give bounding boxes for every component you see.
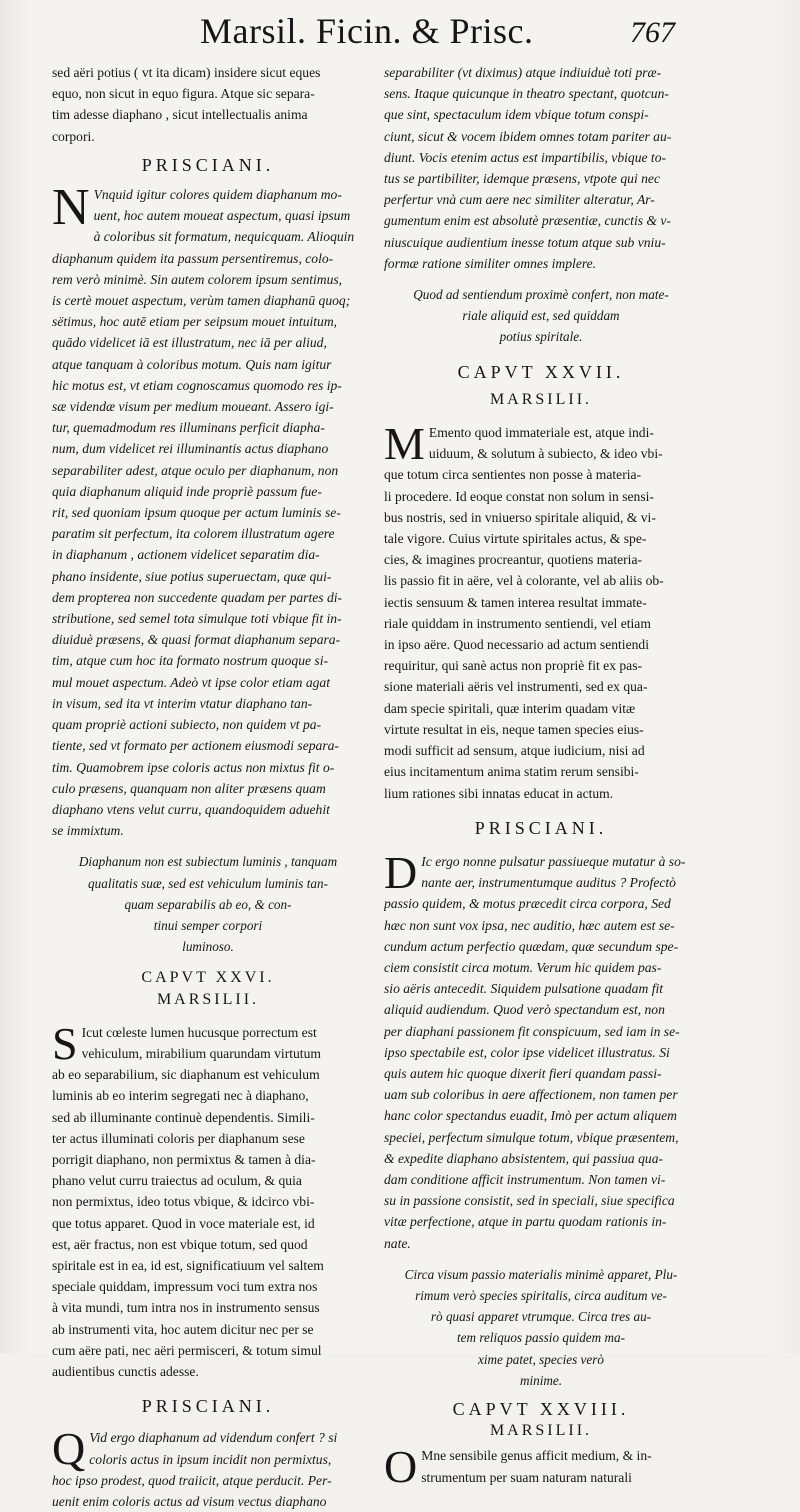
text-line: lis passio fit in aëre, vel à colorante, vel ab aliis ob- — [384, 573, 664, 589]
section-heading-prisciani: PRISCIANI. — [474, 817, 608, 838]
text-line: tur, quemadmodum res illuminans perficit diapha- — [52, 420, 325, 436]
drop-capital: S — [52, 1017, 78, 1069]
prisciani-continuation — [384, 62, 698, 274]
text-line: rit, sed quoniam ipsum quoque per actum luminis se- — [52, 505, 341, 521]
text-line: separabiliter (vt diximus) atque indiuiduè toti præ- — [384, 65, 662, 80]
text-line: quādo videlicet iā est illustratum, nec iā per aliud, — [52, 335, 327, 351]
text-line: stributione, sed semel tota simulque toti vbique fit in- — [52, 611, 342, 627]
text-line: Diaphanum non est subiectum luminis , tanquam — [78, 854, 338, 870]
text-line: iectis sensuum & tamen interea resultat immate- — [384, 594, 647, 610]
text-line: eius incitamentum anima statim rerum sensibi- — [384, 764, 639, 780]
text-line: tim, atque cum hoc ita formato nostrum quoque si- — [52, 653, 329, 669]
marsilii-paragraph-3 — [384, 1441, 698, 1493]
section-heading-prisciani: PRISCIANI. — [141, 1396, 275, 1417]
text-line: tiente, sed vt formato per actionem eiusmodi separa- — [52, 738, 339, 754]
text-line: & expedite diaphano absistentem, qui passiua qua- — [384, 1150, 664, 1166]
text-line: cundum actum perfectio quædam, quæ secundum spe- — [384, 938, 679, 954]
text-line: hoc ipso prodest, quod traiicit, atque perducit. Per- — [52, 1472, 332, 1488]
text-line: cies, & imagines procreantur, quotiens materia- — [384, 552, 643, 568]
text-line: hæc non sunt vox ipsa, nec auditio, hæc autem est se- — [384, 917, 675, 933]
text-line: à vita mundi, tum intra nos in instrumento sensus — [52, 1300, 320, 1316]
text-line: ciem consistit circa motum. Verum hic quidem pas- — [384, 959, 662, 975]
text-line: nante aer, instrumentumque auditus ? Profectò — [421, 875, 676, 891]
left-column — [52, 62, 364, 1512]
text-line: quam propriè actioni subiecto, non quidem vt pa- — [52, 717, 322, 733]
text-line: riale quiddam in instrumento sentiendi, vel etiam — [384, 615, 651, 631]
text-line: tale vigore. Cuius virtute spiritales actus, & spe- — [384, 531, 647, 547]
drop-capital: D — [384, 846, 418, 898]
text-line: passio quidem, & motus præcedit circa corpora, Sed — [384, 896, 671, 912]
author-heading: MARSILII. — [489, 1422, 593, 1440]
text-line: non permixtus, ideo totus vbique, & idcirco vbi- — [52, 1194, 315, 1210]
text-line: Vid ergo diaphanum ad videndum confert ? si — [89, 1430, 338, 1446]
marsilii-paragraph-1 — [52, 1017, 364, 1382]
text-line: li procedere. Id eoque constat non solum in sensi- — [384, 488, 654, 504]
text-line: Icut cœleste lumen hucusque porrectum est — [81, 1024, 317, 1040]
text-line: spiritale est in ea, id est, significatiuum vel saltem — [52, 1257, 324, 1273]
author-heading: MARSILII. — [156, 990, 260, 1008]
text-line: sione materiali aëris vel instrumenti, sed ex qua- — [384, 679, 648, 695]
text-line: atque tanquam à coloribus motum. Quis nam igitur — [52, 356, 332, 372]
text-line: que totus apparet. Quod in voce materiale est, id — [52, 1215, 315, 1231]
intro-paragraph — [52, 62, 364, 147]
text-line: phano velut curru traiectus ad oculum, & quia — [52, 1173, 302, 1189]
text-line: sens. Itaque quicunque in theatro spectant, quotcun- — [384, 86, 669, 102]
page-number: 767 — [630, 16, 675, 49]
chapter-summary — [384, 1264, 698, 1391]
page-header — [0, 6, 800, 56]
text-line: nate. — [384, 1235, 411, 1251]
right-column — [384, 62, 698, 1493]
text-line: perfertur vnà cum aere nec similiter alteratur, Ar- — [384, 192, 655, 208]
chapter-summary — [52, 851, 364, 957]
text-line: aliquid audiendum. Quod verò spectandum est, non — [384, 1002, 665, 1018]
text-line: à coloribus sit formatum, nequicquam. Alioquin — [93, 229, 355, 245]
text-line: uam sub coloribus in aere affectionem, non tamen per — [384, 1087, 678, 1103]
prisciani-paragraph-3 — [384, 846, 698, 1254]
text-line: potius spiritale. — [499, 329, 583, 345]
text-line: ab instrumenti vita, hoc autem dicitur nec per se — [52, 1321, 314, 1337]
text-line: ipso spectabile est, color ipse videlicet illustratus. Si — [384, 1044, 670, 1060]
text-line: ciunt, sicut & vocem ibidem omnes totam pariter au- — [384, 128, 672, 144]
text-line: hanc color spectandus euadit, Imò per actum aliquem — [384, 1108, 677, 1124]
text-line: Quod ad sentiendum proximè confert, non mate- — [413, 287, 669, 303]
text-line: sëtimus, hoc autē etiam per seipsum mouet intuitum, — [52, 314, 338, 330]
text-line: num, dum videlicet rei illuminantis actus diaphano — [52, 441, 329, 457]
text-line: strumentum per suam naturam naturali — [421, 1469, 632, 1485]
text-line: uiduum, & solutum à subiecto, & ideo vbi- — [428, 446, 663, 462]
text-line: coloris actus in ipsum incidit non permixtus, — [89, 1451, 332, 1467]
text-line: requiritur, qui sanè actus non propriè fit ex pas- — [384, 658, 643, 674]
chapter-heading: CAPVT XXVII. — [457, 361, 625, 382]
text-line: riale aliquid est, sed quiddam — [462, 308, 620, 324]
text-line: modi sufficit ad sensum, atque iudicium, nisi ad — [384, 743, 645, 759]
paragraph-lines — [52, 1017, 364, 1382]
text-line: dam specie spiritali, quæ interim quadam vitæ — [384, 700, 636, 716]
text-line: separabiliter adest, atque oculo per diaphanum, non — [52, 462, 339, 478]
chapter-heading: CAPVT XXVI. — [141, 969, 275, 987]
text-line: uenit enim coloris actus ad visum vectus diaphano — [52, 1494, 327, 1509]
text-line: vehiculum, mirabilium quarundam virtutum — [81, 1045, 321, 1061]
text-line: virtute resultat in eis, neque tamen species eius- — [384, 721, 644, 737]
text-line: Circa visum passio materialis minimè apparet, Plu- — [404, 1266, 678, 1282]
paragraph-lines — [384, 846, 698, 1254]
text-line: diunt. Vocis etenim actus est impartibilis, vbique to- — [384, 149, 667, 165]
text-line: bus nostris, sed in vniuerso spiritale aliquid, & vi- — [384, 509, 656, 525]
text-line: rem verò minimè. Sin autem colorem ipsum sentimus, — [52, 271, 343, 287]
text-line: corpori. — [52, 128, 95, 144]
text-line: quia diaphanum aliquid inde propriè passum fue- — [52, 483, 322, 499]
text-line: tim. Quamobrem ipse coloris actus non mixtus fit o- — [52, 759, 335, 775]
text-line: Emento quod immateriale est, atque indi- — [428, 425, 654, 441]
text-line: is certè mouet aspectum, verùm tamen diaphanū quoq; — [52, 293, 351, 309]
text-line: tem reliquos passio quidem ma- — [456, 1330, 625, 1346]
text-line: speciale quiddam, impressum voci tum extra nos — [52, 1279, 318, 1295]
text-line: ter actus illuminati coloris per diaphanum sese — [52, 1130, 305, 1146]
paragraph-lines — [52, 1423, 364, 1512]
text-line: que totum circa sentientes non posse à materia- — [384, 467, 642, 483]
text-line: porrigit diaphano, non permixtus & tamen à dia- — [52, 1151, 316, 1167]
text-line: minime. — [519, 1372, 563, 1388]
text-line: luminis ab eo interim segregati nec à diaphano, — [52, 1088, 309, 1104]
text-line: rò quasi apparet vtrumque. Circa tres au- — [430, 1309, 652, 1325]
text-line: equo, non sicut in equo figura. Atque sic separa- — [52, 86, 315, 102]
text-line: quis autem hic quoque dixerit fieri quandam passi- — [384, 1065, 662, 1081]
text-line: uent, hoc autem moueat aspectum, quasi ipsum — [93, 208, 351, 224]
prisciani-paragraph-1 — [52, 179, 364, 841]
text-line: tus se partibiliter, idemque præsens, vtpote qui nec — [384, 171, 660, 187]
text-line: se immixtum. — [52, 823, 124, 839]
text-line: vitæ perfectione, atque in partu quodam rationis in- — [384, 1214, 667, 1230]
text-line: in visum, sed ita vt interim vtatur diaphano tan- — [52, 695, 313, 711]
text-line: gumentum enim est absolutè præsentiæ, cunctis & v- — [384, 213, 671, 229]
drop-capital: Q — [52, 1423, 86, 1475]
text-line: rimum verò species spiritalis, circa auditum ve- — [415, 1287, 667, 1303]
text-line: formæ ratione similiter omnes implere. — [384, 255, 597, 271]
text-line: luminoso. — [182, 939, 234, 955]
text-line: in diaphanum , actionem videlicet separatim dia- — [52, 547, 320, 563]
running-title: Marsil. Ficin. & Prisc. — [200, 11, 534, 51]
text-line: sio aëris antecedit. Siquidem pulsatione quadam fit — [384, 981, 664, 997]
marsilii-paragraph-2 — [384, 418, 698, 804]
text-line: quam separabilis ab eo, & con- — [124, 896, 292, 912]
drop-capital: N — [52, 179, 90, 237]
text-line: diaphano vtens velut curru, quandoquidem aduehit — [52, 801, 330, 817]
text-line: lium rationes sibi innatas educat in actum. — [384, 785, 614, 801]
text-line: ab eo separabilium, sic diaphanum est vehiculum — [52, 1067, 320, 1083]
text-line: Ic ergo nonne pulsatur passiueque mutatur à so- — [421, 853, 686, 869]
text-line: mul mouet aspectum. Adeò vt ipse color etiam agat — [52, 674, 330, 690]
drop-capital: O — [384, 1441, 418, 1493]
text-line: dem propterea non succedente quadam per partes di- — [52, 589, 343, 605]
section-heading-prisciani: PRISCIANI. — [141, 154, 275, 175]
text-line: audientibus cunctis adesse. — [52, 1363, 199, 1379]
text-line: diuiduè præsens, & quasi format diaphanum separa- — [52, 632, 341, 648]
author-heading: MARSILII. — [489, 390, 593, 408]
text-line: tim adesse diaphano , sicut intellectualis anima — [52, 107, 308, 123]
text-line: xime patet, species verò — [478, 1351, 604, 1367]
text-line: diaphanum quidem ita passum persentiremus, colo- — [52, 250, 334, 266]
text-line: su in passione consistit, sed in speciali, siue specifica — [384, 1193, 675, 1209]
paragraph-lines — [384, 418, 698, 804]
text-line: sed ab illuminante continuè dependentis. Simili- — [52, 1109, 315, 1125]
paragraph-lines — [52, 179, 364, 841]
paragraph-lines — [384, 1441, 698, 1493]
text-line: tinui semper corpori — [153, 917, 263, 933]
text-line: cum aëre pati, nec aëri permisceri, & totum simul — [52, 1342, 322, 1358]
text-line: dam conditione afficit instrumentum. Non tamen vi- — [384, 1171, 666, 1187]
text-line: hic motus est, vt etiam cognoscamus quomodo res ip- — [52, 377, 342, 393]
text-line: est, aër fractus, non est vbique totum, sed quod — [52, 1236, 308, 1252]
text-line: qualitatis suæ, sed est vehiculum luminis tan- — [88, 875, 328, 891]
text-line: niuscuique audientium inesse totum atque sub vniu- — [384, 234, 666, 250]
drop-capital: M — [384, 418, 425, 470]
text-line: speciei, perfectum simulque totum, vbique præsentem, — [384, 1129, 679, 1145]
text-line: per diaphani passionem fit conspicuum, sed iam in se- — [384, 1023, 680, 1039]
text-line: Mne sensibile genus afficit medium, & in- — [421, 1448, 652, 1464]
text-line: phano insidente, siue potius superuectam, quæ qui- — [52, 568, 332, 584]
text-line: sed aëri potius ( vt ita dicam) insidere sicut eques — [52, 65, 321, 80]
text-line: Vnquid igitur colores quidem diaphanum mo- — [93, 187, 342, 203]
chapter-heading: CAPVT XXVIII. — [452, 1398, 630, 1419]
prisciani-paragraph-2 — [52, 1423, 364, 1512]
chapter-summary — [384, 284, 698, 348]
text-line: que sint, spectaculum idem vbique totum conspi- — [384, 107, 649, 123]
text-line: culo præsens, quanquam non aliter præsens quam — [52, 780, 326, 796]
text-line: sæ videndæ visum per medium moueant. Assero igi- — [52, 399, 334, 415]
text-line: paratim sit perfectum, ita colorem illustratum agere — [52, 526, 335, 542]
text-line: in ipso aëre. Quod necessario ad actum sentiendi — [384, 637, 649, 653]
